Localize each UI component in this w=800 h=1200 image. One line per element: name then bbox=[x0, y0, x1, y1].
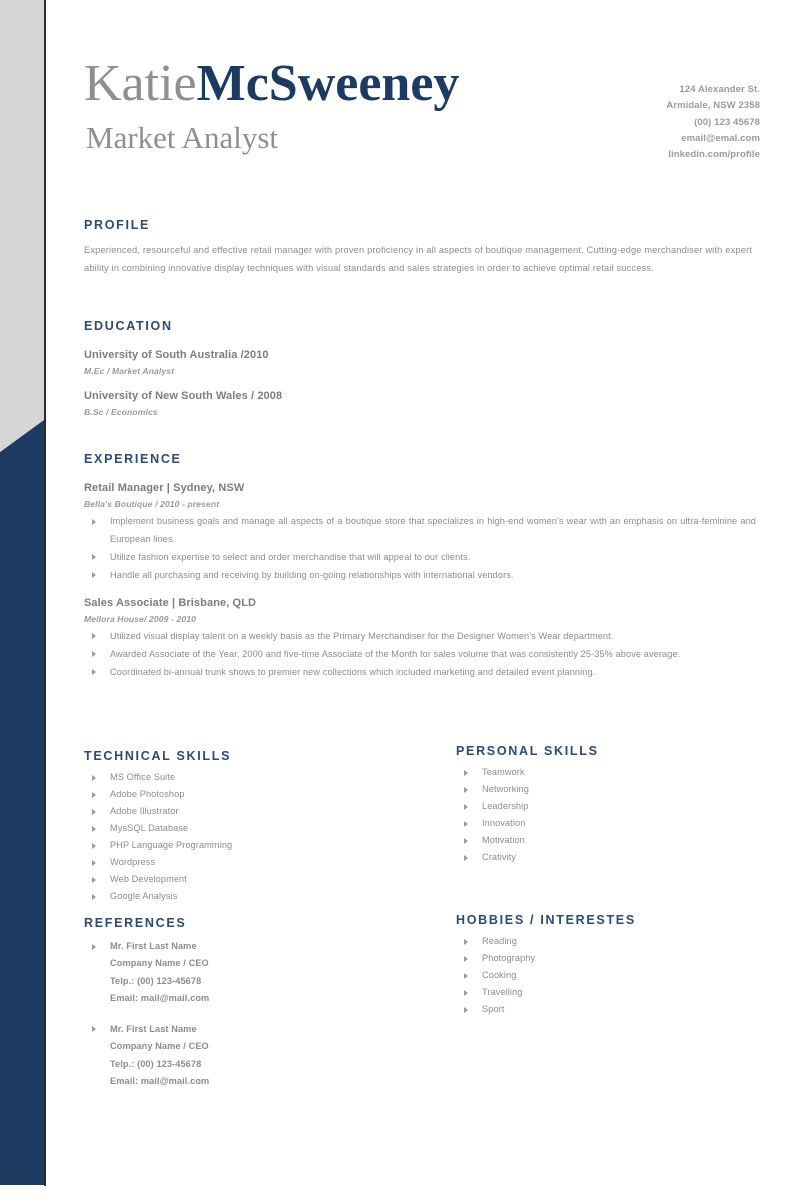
list-item: Photography bbox=[456, 950, 766, 967]
list-item: Leadership bbox=[456, 798, 766, 815]
hobbies-heading: HOBBIES / INTERESTES bbox=[456, 913, 636, 927]
education-degree: B.Sc / Economics bbox=[84, 407, 158, 417]
reference-phone: Telp.: (00) 123-45678 bbox=[110, 975, 202, 986]
education-entry bbox=[84, 349, 584, 376]
resume-content bbox=[84, 0, 776, 1200]
reference-name: Mr. First Last Name bbox=[110, 941, 197, 951]
reference-email: Email: mail@mail.com bbox=[110, 1076, 210, 1087]
list-item: Wordpress bbox=[84, 854, 414, 871]
job-title: Market Analyst bbox=[86, 120, 278, 155]
profile-text: Experienced, resourceful and effective retail manager with proven proficiency in all aspects of boutique management. Cutting-edge merchandiser with expert ability in combining innovative display techniques with visual standards and sales strategies in order to achieve optimal retail success. bbox=[84, 245, 752, 274]
education-school: University of New South Wales / 2008 bbox=[84, 390, 283, 402]
job-title-location: Retail Manager | Sydney, NSW bbox=[84, 482, 245, 494]
contact-email: email@emal.com bbox=[681, 132, 760, 144]
references-section bbox=[84, 916, 414, 1104]
job-bullet-list bbox=[84, 513, 756, 585]
hobbies-section bbox=[456, 913, 766, 1018]
reference-entry bbox=[84, 1021, 414, 1091]
personal-skills-list bbox=[456, 764, 766, 866]
job-company-dates: Bella's Boutique / 2010 - present bbox=[84, 499, 220, 509]
job-bullet: Coordinated bi-annual trunk shows to premier new collections which included marketing and detailed event planning. bbox=[84, 664, 756, 682]
profile-section bbox=[84, 218, 756, 277]
personal-skills-section bbox=[456, 744, 766, 866]
resume-header bbox=[84, 0, 776, 160]
last-name: McSweeney bbox=[196, 55, 460, 112]
personal-skills-heading: PERSONAL SKILLS bbox=[456, 744, 599, 758]
list-item: Networking bbox=[456, 781, 766, 798]
list-item: PHP Language Programming bbox=[84, 837, 414, 854]
list-item: Motivation bbox=[456, 832, 766, 849]
experience-heading: EXPERIENCE bbox=[84, 452, 182, 466]
reference-entry bbox=[84, 938, 414, 1008]
gray-band-shape bbox=[0, 0, 44, 452]
list-item: Reading bbox=[456, 933, 766, 950]
education-section bbox=[84, 319, 584, 417]
list-item: Adobe Photoshop bbox=[84, 786, 414, 803]
technical-skills-list bbox=[84, 769, 414, 905]
education-school: University of South Australia /2010 bbox=[84, 349, 269, 361]
job-bullet: Utilize fashion expertise to select and order merchandise that will appeal to our clients. bbox=[84, 549, 756, 567]
experience-job bbox=[84, 597, 764, 682]
list-item: Web Development bbox=[84, 871, 414, 888]
contact-address-street: 124 Alexander St. bbox=[679, 84, 760, 95]
candidate-name bbox=[84, 55, 460, 112]
experience-section bbox=[84, 452, 764, 682]
list-item: Cooking bbox=[456, 967, 766, 984]
education-entry bbox=[84, 390, 584, 417]
contact-linkedin: linkedin.com/profile bbox=[668, 149, 760, 161]
list-item: Google Analysis bbox=[84, 888, 414, 905]
job-bullet: Implement business goals and manage all aspects of a boutique store that specializes in high-end women's wear with an emphasis on ultra-feminine and European lines. bbox=[84, 513, 756, 549]
job-bullet-list bbox=[84, 628, 756, 682]
left-decorative-band bbox=[0, 0, 47, 1200]
profile-heading: PROFILE bbox=[84, 218, 151, 232]
list-item: MS Office Suite bbox=[84, 769, 414, 786]
first-name: Katie bbox=[84, 55, 197, 112]
reference-phone: Telp.: (00) 123-45678 bbox=[110, 1058, 202, 1069]
navy-band-shape bbox=[0, 420, 44, 1185]
reference-name: Mr. First Last Name bbox=[110, 1023, 197, 1034]
technical-skills-heading: TECHNICAL SKILLS bbox=[84, 749, 232, 763]
list-item: Innovation bbox=[456, 815, 766, 832]
list-item: MysSQL Database bbox=[84, 820, 414, 837]
job-bullet: Utilized visual display talent on a weekly basis as the Primary Merchandiser for the Designer Women's Wear department. bbox=[84, 628, 756, 646]
hobbies-list bbox=[456, 933, 766, 1018]
contact-address-city: Armidale, NSW 2358 bbox=[666, 100, 760, 112]
reference-company: Company Name / CEO bbox=[110, 958, 209, 969]
experience-job bbox=[84, 482, 764, 585]
list-item: Travelling bbox=[456, 984, 766, 1001]
job-bullet: Awarded Associate of the Year, 2000 and five-time Associate of the Month for sales volume that was consistently 25-35% above average. bbox=[84, 646, 756, 664]
education-heading: EDUCATION bbox=[84, 319, 173, 333]
contact-phone: (00) 123 45678 bbox=[694, 116, 760, 128]
job-bullet: Handle all purchasing and receiving by building on-going relationships with international vendors. bbox=[84, 567, 756, 585]
education-degree: M.Ec / Market Analyst bbox=[84, 366, 175, 376]
job-title-location: Sales Associate | Brisbane, QLD bbox=[84, 596, 257, 609]
contact-block bbox=[666, 82, 760, 164]
technical-skills-section bbox=[84, 749, 414, 905]
list-item: Teamwork bbox=[456, 764, 766, 781]
list-item: Adobe Illustrator bbox=[84, 803, 414, 820]
reference-company: Company Name / CEO bbox=[110, 1041, 209, 1052]
job-company-dates: Mellora House/ 2009 - 2010 bbox=[84, 613, 196, 624]
reference-email: Email: mail@mail.com bbox=[110, 993, 210, 1004]
list-item: Sport bbox=[456, 1001, 766, 1018]
references-heading: REFERENCES bbox=[84, 916, 187, 930]
list-item: Crativity bbox=[456, 849, 766, 866]
band-divider-rule bbox=[44, 0, 46, 1186]
